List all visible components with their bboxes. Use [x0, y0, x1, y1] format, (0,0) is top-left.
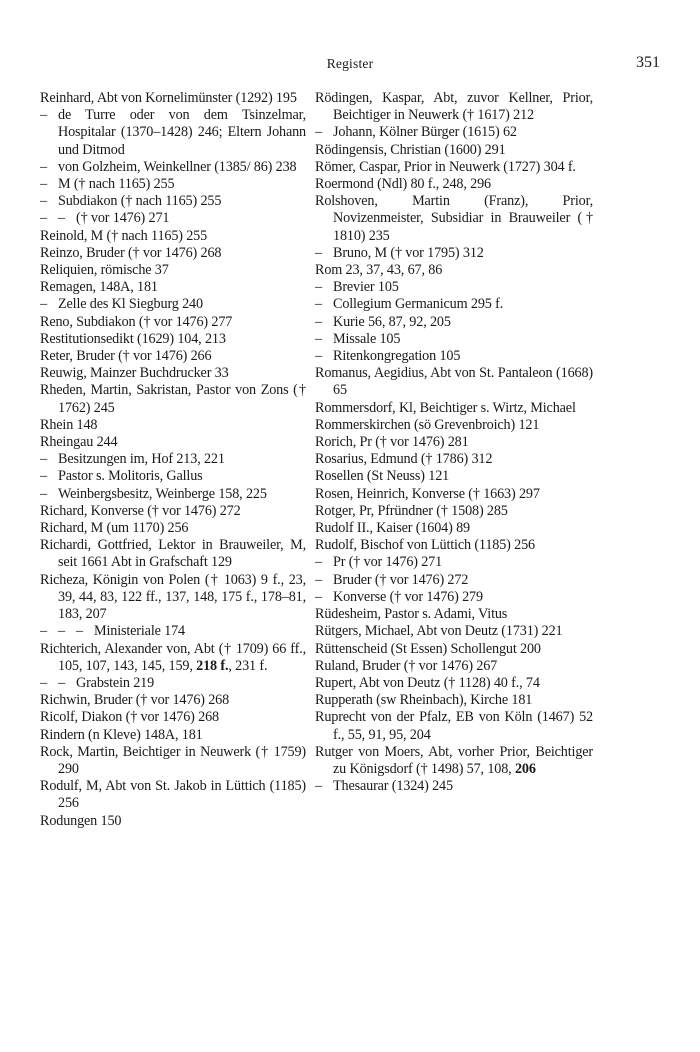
index-entry — [40, 193, 306, 210]
entry-text: M († nach 1165) 255 — [58, 176, 175, 193]
page-number: 351 — [636, 54, 660, 71]
index-entry — [40, 641, 306, 675]
subentry-dash: – — [40, 468, 47, 485]
index-entry — [315, 675, 593, 692]
subentry-dash: – — [40, 158, 47, 175]
entry-text: Ritenkongregation 105 — [333, 348, 461, 365]
subentry-dash: – — [40, 176, 47, 193]
subentry-dash: – — [58, 623, 65, 640]
entry-text: Rheden, Martin, Sakristan, Pastor von Zons († 1762) 245 — [40, 382, 306, 416]
entry-text: de Turre oder von dem Tsinzelmar, Hospitalar (1370–1428) 246; Eltern Johann und Ditmod — [58, 107, 306, 158]
index-entry — [315, 486, 593, 503]
index-entry — [315, 176, 593, 193]
entry-text: Restitutionsedikt (1629) 104, 213 — [40, 330, 226, 347]
index-entry — [40, 675, 306, 692]
entry-text: Rudolf, Bischof von Lüttich (1185) 256 — [315, 537, 535, 554]
index-entry — [315, 606, 593, 623]
index-entry — [315, 434, 593, 451]
index-entry — [40, 692, 306, 709]
entry-text: Rolshoven, Martin (Franz), Prior, Novizenmeister, Subsidiar in Brauweiler († 1810) 235 — [315, 193, 593, 244]
entry-text: Rutger von Moers, Abt, vorher Prior, Beichtiger zu Königsdorf († 1498) 57, 108, — [315, 743, 593, 777]
subentry-dash: – — [315, 330, 322, 347]
entry-text: von Golzheim, Weinkellner (1385/ 86) 238 — [58, 158, 297, 175]
entry-text: Rindern (n Kleve) 148A, 181 — [40, 726, 203, 743]
entry-text: Ruland, Bruder († vor 1476) 267 — [315, 657, 498, 674]
index-entry — [315, 623, 593, 640]
subentry-dash: – — [315, 588, 322, 605]
index-entry — [40, 245, 306, 262]
entry-text: Richterich, Alexander von, Abt († 1709) 66 ff., 105, 107, 143, 145, 159, — [40, 640, 306, 674]
subentry-dash: – — [315, 124, 322, 141]
subentry-dash: – — [40, 107, 47, 124]
subentry-dash: – — [40, 193, 47, 210]
index-entry — [315, 296, 593, 313]
index-entry — [40, 314, 306, 331]
index-entry — [40, 262, 306, 279]
index-entry — [315, 589, 593, 606]
index-entry — [40, 468, 306, 485]
entry-text: Bruder († vor 1476) 272 — [333, 571, 469, 588]
index-entry — [315, 520, 593, 537]
index-entry — [315, 778, 593, 795]
entry-text: Reinold, M († nach 1165) 255 — [40, 227, 208, 244]
index-entry — [315, 572, 593, 589]
entry-text: Rheingau 244 — [40, 434, 118, 451]
index-entry — [40, 451, 306, 468]
subentry-dash: – — [315, 348, 322, 365]
index-entry — [40, 486, 306, 503]
index-entry — [40, 90, 306, 107]
entry-text: Roermond (Ndl) 80 f., 248, 296 — [315, 176, 491, 193]
entry-text: Rupperath (sw Rheinbach), Kirche 181 — [315, 692, 533, 709]
index-entry — [40, 623, 306, 640]
index-entry — [315, 142, 593, 159]
subentry-dash: – — [76, 623, 83, 640]
entry-text: Reinhard, Abt von Kornelimünster (1292) 195 — [40, 90, 297, 106]
index-entry — [315, 709, 593, 743]
index-entry — [40, 434, 306, 451]
subentry-dash: – — [315, 279, 322, 296]
entry-text: Subdiakon († nach 1165) 255 — [58, 193, 222, 210]
index-entry — [40, 296, 306, 313]
index-entry — [315, 90, 593, 124]
index-entry — [315, 314, 593, 331]
index-entry — [40, 572, 306, 624]
index-entry — [40, 365, 306, 382]
entry-main-page-ref: 218 f. — [196, 657, 229, 674]
entry-text: Rosarius, Edmund († 1786) 312 — [315, 451, 493, 468]
entry-text: Reno, Subdiakon († vor 1476) 277 — [40, 313, 233, 330]
entry-text: Kurie 56, 87, 92, 205 — [333, 313, 451, 330]
index-entry — [40, 331, 306, 348]
index-entry — [40, 778, 306, 812]
index-entry — [315, 503, 593, 520]
entry-text: Pr († vor 1476) 271 — [333, 554, 443, 571]
entry-text: Rütgers, Michael, Abt von Deutz (1731) 221 — [315, 623, 563, 640]
entry-text: Reliquien, römische 37 — [40, 262, 169, 279]
entry-text: Reuwig, Mainzer Buchdrucker 33 — [40, 365, 229, 382]
subentry-dash: – — [40, 485, 47, 502]
index-entry — [315, 468, 593, 485]
index-entry — [315, 193, 593, 245]
index-entry — [315, 692, 593, 709]
running-title: Register — [326, 56, 374, 71]
entry-text: Rock, Martin, Beichtiger in Neuwerk († 1759) 290 — [40, 743, 306, 777]
entry-text: Thesaurar (1324) 245 — [333, 778, 453, 795]
index-entry — [315, 365, 593, 399]
subentry-dash: – — [40, 674, 47, 691]
subentry-dash: – — [40, 623, 47, 640]
entry-text: Ministeriale 174 — [94, 623, 185, 640]
entry-text: Ruprecht von der Pfalz, EB von Köln (1467) 52 f., 55, 91, 95, 204 — [315, 709, 593, 743]
entry-text-after: , 231 f. — [228, 657, 268, 674]
subentry-dash: – — [315, 571, 322, 588]
entry-text: Richwin, Bruder († vor 1476) 268 — [40, 692, 230, 709]
index-entry — [40, 709, 306, 726]
index-entry — [40, 813, 306, 830]
index-entry — [40, 417, 306, 434]
subentry-dash: – — [58, 674, 65, 691]
entry-text: Rommersdorf, Kl, Beichtiger s. Wirtz, Michael — [315, 399, 576, 416]
index-entry — [40, 744, 306, 778]
entry-text: Rorich, Pr († vor 1476) 281 — [315, 434, 469, 451]
index-entry — [40, 210, 306, 227]
index-entry — [315, 348, 593, 365]
entry-text: Collegium Germanicum 295 f. — [333, 296, 504, 313]
entry-main-page-ref: 206 — [514, 760, 536, 777]
index-entry — [315, 331, 593, 348]
index-entry — [40, 520, 306, 537]
index-entry — [40, 159, 306, 176]
entry-text: Missale 105 — [333, 330, 401, 347]
entry-text: Pastor s. Molitoris, Gallus — [58, 468, 203, 485]
index-entry — [315, 159, 593, 176]
entry-text: Rödingen, Kaspar, Abt, zuvor Kellner, Prior, Beichtiger in Neuwerk († 1617) 212 — [315, 90, 593, 124]
subentry-dash: – — [315, 313, 322, 330]
entry-text: Ricolf, Diakon († vor 1476) 268 — [40, 709, 219, 726]
entry-text: Reinzo, Bruder († vor 1476) 268 — [40, 244, 222, 261]
entry-text: Reter, Bruder († vor 1476) 266 — [40, 348, 212, 365]
index-entry — [40, 537, 306, 571]
entry-text: Rom 23, 37, 43, 67, 86 — [315, 262, 443, 279]
index-entry — [315, 641, 593, 658]
entry-text: Rotger, Pr, Pfründner († 1508) 285 — [315, 502, 508, 519]
index-entry — [315, 658, 593, 675]
entry-text: Romanus, Aegidius, Abt von St. Pantaleon (1668) 65 — [315, 365, 593, 399]
subentry-dash: – — [58, 210, 65, 227]
entry-text: Rhein 148 — [40, 416, 98, 433]
entry-text: Rosen, Heinrich, Konverse († 1663) 297 — [315, 485, 540, 502]
subentry-dash: – — [315, 554, 322, 571]
entry-text: Rodungen 150 — [40, 812, 122, 829]
index-entry — [40, 279, 306, 296]
entry-text: Rüttenscheid (St Essen) Schollengut 200 — [315, 640, 541, 657]
entry-text: Zelle des Kl Siegburg 240 — [58, 296, 203, 313]
index-entry — [315, 744, 593, 778]
entry-text: Rodulf, M, Abt von St. Jakob in Lüttich (1185) 256 — [40, 778, 306, 812]
index-entry — [40, 382, 306, 416]
index-entry — [40, 228, 306, 245]
index-entry — [315, 124, 593, 141]
index-entry — [40, 727, 306, 744]
index-column-left — [40, 90, 306, 830]
index-entry — [315, 245, 593, 262]
index-entry — [315, 400, 593, 417]
index-entry — [315, 262, 593, 279]
entry-text: Richard, M (um 1170) 256 — [40, 520, 189, 537]
index-entry — [315, 554, 593, 571]
entry-text: († vor 1476) 271 — [76, 210, 170, 227]
entry-text: Weinbergsbesitz, Weinberge 158, 225 — [58, 485, 267, 502]
entry-text: Remagen, 148A, 181 — [40, 279, 158, 296]
index-column-right — [315, 90, 593, 795]
running-header — [40, 54, 660, 76]
entry-text: Besitzungen im, Hof 213, 221 — [58, 451, 225, 468]
entry-text: Richardi, Gottfried, Lektor in Brauweiler, M, seit 1661 Abt in Grafschaft 129 — [40, 537, 306, 571]
entry-text: Römer, Caspar, Prior in Neuwerk (1727) 304 f. — [315, 158, 576, 175]
index-entry — [40, 348, 306, 365]
entry-text: Rüdesheim, Pastor s. Adami, Vitus — [315, 606, 508, 623]
index-entry — [315, 417, 593, 434]
entry-text: Rudolf II., Kaiser (1604) 89 — [315, 520, 470, 537]
entry-text: Richeza, Königin von Polen († 1063) 9 f., 23, 39, 44, 83, 122 ff., 137, 148, 175 f., 178–81, 183, 207 — [40, 571, 306, 623]
index-entry — [315, 279, 593, 296]
subentry-dash: – — [315, 244, 322, 261]
entry-text: Brevier 105 — [333, 279, 399, 296]
index-entry — [40, 503, 306, 520]
entry-text: Konverse († vor 1476) 279 — [333, 588, 483, 605]
subentry-dash: – — [315, 296, 322, 313]
index-entry — [315, 451, 593, 468]
entry-text: Grabstein 219 — [76, 674, 155, 691]
entry-text: Rödingensis, Christian (1600) 291 — [315, 141, 506, 158]
subentry-dash: – — [40, 210, 47, 227]
entry-text: Rosellen (St Neuss) 121 — [315, 468, 450, 485]
entry-text: Rommerskirchen (sö Grevenbroich) 121 — [315, 416, 540, 433]
index-entry — [315, 537, 593, 554]
entry-text: Bruno, M († vor 1795) 312 — [333, 244, 484, 261]
entry-text: Richard, Konverse († vor 1476) 272 — [40, 502, 241, 519]
index-entry — [40, 107, 306, 159]
entry-text: Johann, Kölner Bürger (1615) 62 — [333, 124, 517, 141]
subentry-dash: – — [315, 778, 322, 795]
subentry-dash: – — [40, 451, 47, 468]
entry-text: Rupert, Abt von Deutz († 1128) 40 f., 74 — [315, 674, 540, 691]
subentry-dash: – — [40, 296, 47, 313]
index-entry — [40, 176, 306, 193]
